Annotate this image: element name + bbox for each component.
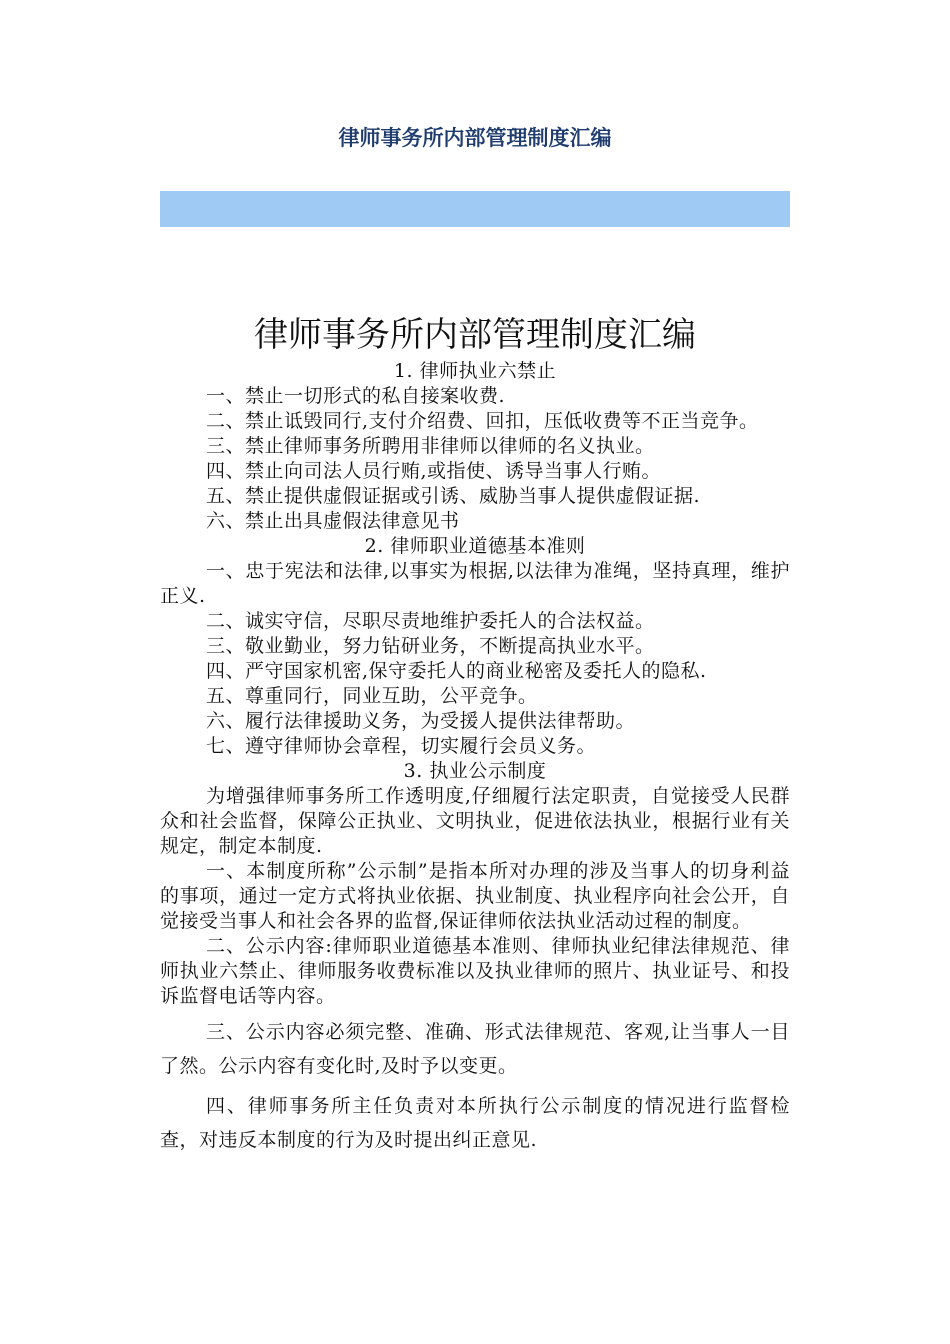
document-body xyxy=(160,359,790,1157)
paragraph: 一、本制度所称”公示制”是指本所对办理的涉及当事人的切身利益的事项，通过一定方式将执业依据、执业制度、执业程序向社会公开，自觉接受当事人和社会各界的监督,保证律师依法执业活动过程的制度。 xyxy=(160,860,790,932)
paragraph: 七、遵守律师协会章程，切实履行会员义务。 xyxy=(206,735,597,757)
paragraph: 四、严守国家机密,保守委托人的商业秘密及委托人的隐私. xyxy=(206,660,707,682)
paragraph: 五、尊重同行，同业互助，公平竞争。 xyxy=(206,685,538,707)
paragraph: 二、公示内容:律师职业道德基本准则、律师执业纪律法律规范、律师执业六禁止、律师服务收费标准以及执业律师的照片、执业证号、和投诉监督电话等内容。 xyxy=(160,935,790,1007)
section-heading: 2. 律师职业道德基本准则 xyxy=(364,535,586,557)
paragraph: 六、履行法律援助义务，为受援人提供法律帮助。 xyxy=(206,710,636,732)
paragraph: 六、禁止出具虚假法律意见书 xyxy=(206,510,460,532)
paragraph: 三、敬业勤业，努力钻研业务，不断提高执业水平。 xyxy=(206,635,655,657)
paragraph: 一、忠于宪法和法律,以事实为根据,以法律为准绳，坚持真理，维护正义. xyxy=(160,560,790,607)
paragraph: 三、禁止律师事务所聘用非律师以律师的名义执业。 xyxy=(206,435,655,457)
section-heading: 3. 执业公示制度 xyxy=(403,760,547,782)
section-heading: 1. 律师执业六禁止 xyxy=(393,360,557,382)
paragraph: 为增强律师事务所工作透明度,仔细履行法定职责，自觉接受人民群众和社会监督，保障公正执业、文明执业，促进依法执业，根据行业有关规定，制定本制度. xyxy=(160,785,790,857)
paragraph: 四、律师事务所主任负责对本所执行公示制度的情况进行监督检查，对违反本制度的行为及时提出纠正意见. xyxy=(160,1095,790,1151)
main-title: 律师事务所内部管理制度汇编 xyxy=(254,315,696,355)
paragraph: 二、禁止诋毁同行,支付介绍费、回扣，压低收费等不正当竞争。 xyxy=(206,410,759,432)
header-band xyxy=(160,191,790,227)
paragraph: 三、公示内容必须完整、准确、形式法律规范、客观,让当事人一目了然。公示内容有变化时,及时予以变更。 xyxy=(160,1021,790,1077)
paragraph: 一、禁止一切形式的私自接案收费. xyxy=(206,385,506,407)
paragraph: 五、禁止提供虚假证据或引诱、威胁当事人提供虚假证据. xyxy=(206,485,701,507)
header-title: 律师事务所内部管理制度汇编 xyxy=(338,126,612,150)
paragraph: 四、禁止向司法人员行贿,或指使、诱导当事人行贿。 xyxy=(206,460,662,482)
paragraph: 二、诚实守信，尽职尽责地维护委托人的合法权益。 xyxy=(206,610,655,632)
